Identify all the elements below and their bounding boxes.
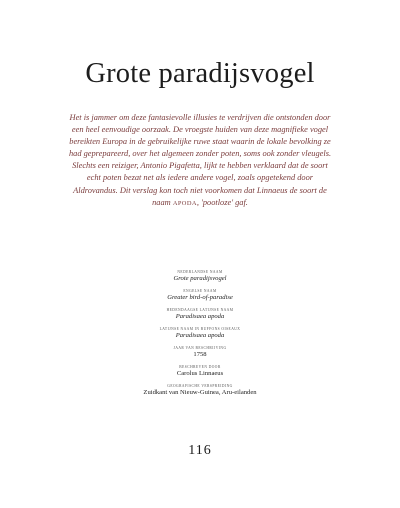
field-label: HEDENDAAGSE LATIJNSE NAAM xyxy=(166,308,234,312)
field-dutch-name xyxy=(100,269,300,284)
page-number: 116 xyxy=(188,443,212,458)
field-value: Zuidkant van Nieuw-Guinea, Aru-eilanden xyxy=(143,389,257,396)
field-value: Paradisaea apoda xyxy=(175,332,225,339)
field-label: BESCHREVEN DOOR xyxy=(179,365,221,369)
field-buffon-name xyxy=(100,326,300,341)
intro-paragraph xyxy=(66,112,334,210)
field-english-name xyxy=(100,288,300,303)
field-label: GEOGRAFISCHE VERSPREIDING xyxy=(167,384,233,388)
intro-text-end: , 'pootloze' gaf. xyxy=(196,197,248,207)
field-label: JAAR VAN BESCHRIJVING xyxy=(173,346,227,350)
field-value: Grote paradijsvogel xyxy=(173,275,227,282)
field-value: Carolus Linnaeus xyxy=(176,370,224,377)
field-label: ENGELSE NAAM xyxy=(183,289,217,293)
field-value: Paradisaea apoda xyxy=(175,313,225,320)
field-value: 1758 xyxy=(193,351,207,358)
page-title: Grote paradijsvogel xyxy=(85,58,315,89)
field-latin-name xyxy=(100,307,300,322)
field-distribution xyxy=(100,383,300,398)
intro-term: APODA xyxy=(172,199,197,207)
field-label: LATIJNSE NAAM IN BUFFONS OISEAUX xyxy=(159,327,241,331)
intro-text: Het is jammer om deze fantasievolle illusies te verdrijven die ontstonden door een heel eenvoudige oorzaak. De vroegste huiden van deze magnifieke vogel bereikten Europa in de gebruikelijke ruwe staat waarin de lokale bevolking ze had geprepareerd, over het algemeen zonder poten, soms ook zonder vleugels. Slechts een reiziger, Antonio Pigafetta, lijkt te hebben verklaard dat de soort echt poten bezat net als iedere andere vogel, zoals opgetekend door Aldrovandus. Dit verslag kon toch niet voorkomen dat Linnaeus de soort de naam xyxy=(68,113,332,207)
field-label: NEDERLANDSE NAAM xyxy=(177,270,223,274)
field-value: Greater bird-of-paradise xyxy=(167,294,233,301)
field-year xyxy=(100,345,300,360)
species-info xyxy=(100,269,300,402)
field-author xyxy=(100,364,300,379)
